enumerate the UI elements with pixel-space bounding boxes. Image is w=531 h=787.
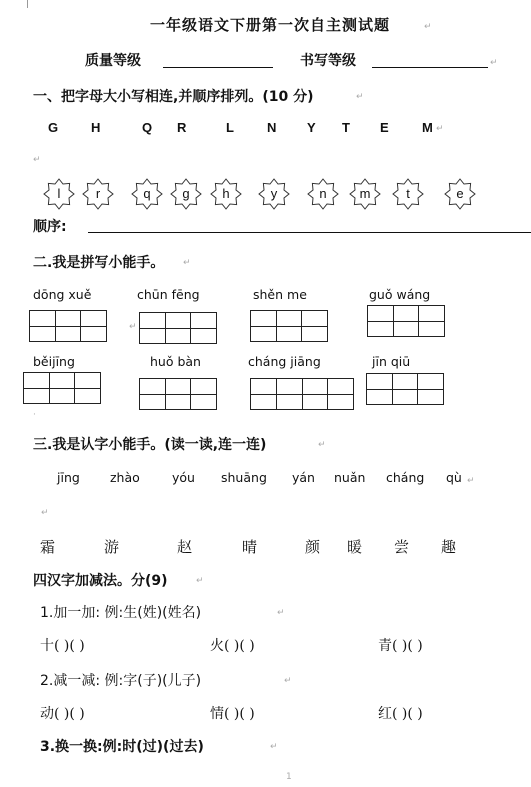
pinyin-word[interactable]: nuǎn (334, 470, 366, 485)
writing-grade-blank[interactable] (372, 67, 488, 68)
writing-grid[interactable] (23, 372, 101, 404)
paragraph-mark: ↵ (284, 676, 292, 686)
lowercase-letter: t (406, 186, 410, 201)
pinyin-prompt: chūn fēng (137, 287, 200, 302)
page-title: 一年级语文下册第一次自主测试题 (150, 16, 391, 34)
subtract-exercise[interactable]: 情( )( ) (210, 706, 255, 722)
lowercase-letter: q (143, 186, 151, 201)
lowercase-star[interactable] (170, 178, 202, 210)
chinese-character[interactable]: 颜 (305, 538, 321, 556)
capital-letter[interactable]: Q (142, 120, 153, 135)
pinyin-prompt: dōng xuě (33, 287, 92, 302)
subtract-exercise[interactable]: 动( )( ) (40, 706, 85, 722)
paragraph-mark: ↵ (490, 58, 498, 68)
paragraph-mark: ↵ (196, 576, 204, 586)
pinyin-word[interactable]: qù (446, 470, 462, 485)
chinese-character[interactable]: 趣 (441, 538, 457, 556)
capital-letter[interactable]: T (342, 120, 350, 135)
paragraph-mark: ↵ (129, 322, 137, 332)
chinese-character[interactable]: 赵 (177, 538, 193, 556)
capital-letter[interactable]: N (267, 120, 277, 135)
capital-letter[interactable]: M (422, 120, 433, 135)
pinyin-prompt: cháng jiāng (248, 354, 321, 369)
lowercase-star[interactable] (349, 178, 381, 210)
lowercase-star[interactable] (444, 178, 476, 210)
pinyin-prompt: shěn me (253, 287, 307, 302)
lowercase-star[interactable] (307, 178, 339, 210)
corner-mark (27, 0, 28, 8)
lowercase-letter: l (57, 186, 61, 201)
chinese-character[interactable]: 霜 (40, 538, 56, 556)
capital-letter[interactable]: Y (307, 120, 316, 135)
pinyin-prompt: guǒ wáng (369, 287, 431, 302)
add-example: 1.加一加: 例:生(姓)(姓名) (40, 605, 202, 621)
paragraph-mark: ↵ (356, 92, 364, 102)
capital-letter[interactable]: L (226, 120, 234, 135)
writing-grid[interactable] (139, 378, 217, 410)
section2-heading: 二.我是拼写小能手。 (33, 255, 165, 271)
subtract-exercise[interactable]: 红( )( ) (378, 706, 423, 722)
paragraph-mark: ↵ (277, 608, 285, 618)
capital-letter[interactable]: G (48, 120, 59, 135)
pinyin-word[interactable]: zhào (110, 470, 140, 485)
pinyin-word[interactable]: yóu (172, 470, 195, 485)
chinese-character[interactable]: 晴 (242, 538, 258, 556)
paragraph-mark: ↵ (41, 508, 49, 518)
lowercase-star[interactable] (392, 178, 424, 210)
subtract-example: 2.减一减: 例:字(子)(儿子) (40, 673, 202, 689)
lowercase-letter: g (182, 186, 190, 201)
lowercase-letter: n (319, 186, 327, 201)
lowercase-letter: m (359, 186, 371, 201)
pinyin-word[interactable]: shuāng (221, 470, 267, 485)
page-number: 1 (286, 772, 292, 782)
pinyin-word[interactable]: jīng (57, 470, 80, 485)
lowercase-star[interactable] (258, 178, 290, 210)
quality-grade-label: 质量等级 (85, 53, 141, 69)
writing-grid[interactable] (139, 312, 217, 344)
paragraph-mark: · (33, 410, 36, 420)
writing-grid[interactable] (366, 373, 444, 405)
writing-grade-label: 书写等级 (300, 53, 356, 69)
pinyin-word[interactable]: cháng (386, 470, 425, 485)
swap-example: 3.换一换:例:时(过)(过去) (40, 739, 204, 755)
capital-letter[interactable]: H (91, 120, 101, 135)
lowercase-letter: h (222, 186, 230, 201)
order-label: 顺序: (33, 219, 67, 235)
lowercase-star[interactable] (82, 178, 114, 210)
chinese-character[interactable]: 暖 (347, 538, 363, 556)
section3-heading: 三.我是认字小能手。(读一读,连一连) (33, 437, 267, 453)
pinyin-prompt: jīn qiū (372, 354, 411, 369)
order-answer-line[interactable] (88, 232, 531, 233)
pinyin-prompt: huǒ bàn (150, 354, 201, 369)
lowercase-letter: r (95, 186, 101, 201)
writing-grid[interactable] (250, 378, 354, 410)
section1-heading: 一、把字母大小写相连,并顺序排列。(10 分) (33, 89, 314, 105)
lowercase-star[interactable] (210, 178, 242, 210)
pinyin-word[interactable]: yán (292, 470, 315, 485)
writing-grid[interactable] (29, 310, 107, 342)
capital-letter[interactable]: E (380, 120, 389, 135)
pinyin-prompt: běijīng (33, 354, 75, 369)
paragraph-mark: ↵ (33, 155, 41, 165)
paragraph-mark: ↵ (424, 22, 432, 32)
lowercase-star[interactable] (43, 178, 75, 210)
paragraph-mark: ↵ (183, 258, 191, 268)
lowercase-letter: y (270, 186, 278, 201)
writing-grid[interactable] (367, 305, 445, 337)
chinese-character[interactable]: 尝 (394, 538, 410, 556)
add-exercise[interactable]: 十( )( ) (40, 638, 85, 654)
paragraph-mark: ↵ (318, 440, 326, 450)
quality-grade-blank[interactable] (163, 67, 273, 68)
add-exercise[interactable]: 火( )( ) (210, 638, 255, 654)
paragraph-mark: ↵ (436, 124, 444, 134)
capital-letter[interactable]: R (177, 120, 187, 135)
chinese-character[interactable]: 游 (104, 538, 120, 556)
add-exercise[interactable]: 青( )( ) (378, 638, 423, 654)
writing-grid[interactable] (250, 310, 328, 342)
lowercase-letter: e (456, 186, 464, 201)
lowercase-star[interactable] (131, 178, 163, 210)
section4-heading: 四汉字加减法。分(9) (33, 573, 168, 589)
paragraph-mark: ↵ (270, 742, 278, 752)
paragraph-mark: ↵ (467, 476, 475, 486)
